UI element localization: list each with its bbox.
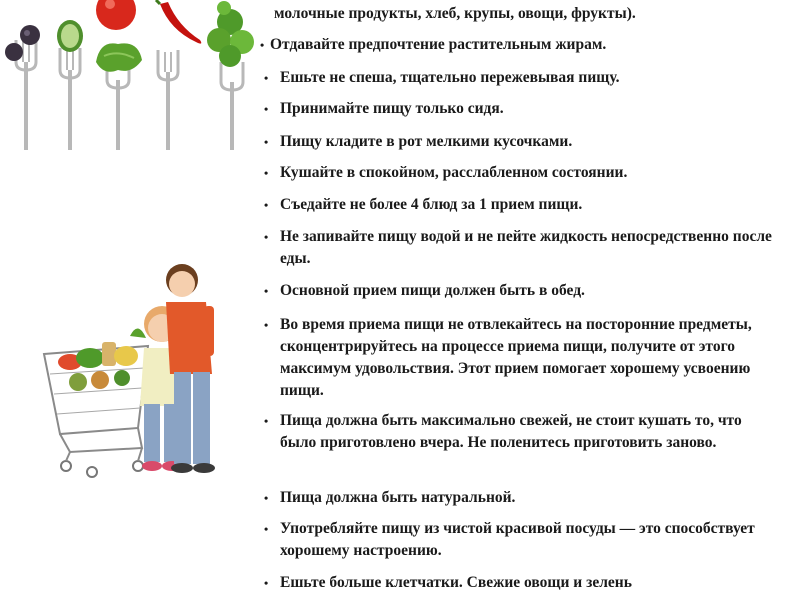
bullet-icon: •	[260, 38, 265, 52]
lettuce-leaf	[96, 43, 142, 71]
fork-greens	[207, 1, 254, 150]
bullet-icon: •	[264, 576, 269, 590]
rule-item	[258, 518, 773, 562]
rule-text: Во время приема пищи не отвлекайтесь на посторонние предметы, сконцентрируйтесь на процессе приема пищи, получите от этого максимум удовольствия. Этот прием помогает хорошему усвоению пищи.	[280, 316, 752, 399]
rule-text: Не запивайте пищу водой и не пейте жидкость непосредственно после еды.	[280, 228, 772, 267]
rule-item	[258, 226, 773, 270]
groceries	[58, 328, 146, 391]
bullet-icon: •	[264, 102, 269, 116]
rule-text: Отдавайте предпочтение растительным жирам.	[270, 36, 607, 53]
boy-face	[169, 271, 195, 297]
bullet-icon: •	[264, 318, 269, 332]
children-with-shopping-cart-illustration	[30, 250, 230, 490]
bullet-icon: •	[264, 491, 269, 505]
fork-handle	[24, 62, 28, 150]
rule-text: Кушайте в спокойном, расслабленном состоянии.	[280, 164, 628, 181]
forks-with-vegetables-illustration	[0, 0, 260, 160]
bullet-icon: •	[264, 522, 269, 536]
fork-grapes	[5, 25, 40, 150]
chili-pepper	[160, 2, 201, 44]
rule-text: Ешьте не спеша, тщательно пережевывая пищу.	[280, 69, 620, 86]
cart-wheel	[133, 461, 143, 471]
bullet-icon: •	[264, 198, 269, 212]
rule-item	[258, 98, 773, 120]
grape	[20, 25, 40, 45]
rule-text: Основной прием пищи должен быть в обед.	[280, 282, 585, 299]
fork-handle	[68, 70, 72, 150]
fork-pepper	[156, 0, 201, 150]
rule-text: Съедайте не более 4 блюд за 1 прием пищи.	[280, 196, 583, 213]
rule-text: Употребляйте пищу из чистой красивой посуды — это способствует хорошему настроению.	[280, 520, 755, 559]
bullet-icon: •	[264, 135, 269, 149]
rule-item	[258, 131, 773, 153]
fork-handle	[166, 72, 170, 150]
bullet-icon: •	[264, 166, 269, 180]
bullet-icon: •	[264, 414, 269, 428]
rule-item	[258, 162, 773, 184]
rule-item	[258, 194, 773, 216]
rule-item	[258, 280, 773, 302]
grape	[5, 43, 23, 61]
rule-item	[258, 67, 773, 89]
cart-wheel	[87, 467, 97, 477]
rule-item	[258, 572, 773, 594]
rule-text: Пища должна быть максимально свежей, не стоит кушать то, что было приготовлено вчера. Не поленитесь приготовить заново.	[280, 412, 742, 451]
rule-text: Ешьте больше клетчатки. Свежие овощи и зелень	[280, 574, 632, 591]
rule-text: Пища должна быть натуральной.	[280, 489, 516, 506]
bullet-icon: •	[264, 230, 269, 244]
bullet-icon: •	[264, 284, 269, 298]
rule-item	[258, 314, 773, 402]
bullet-icon: •	[264, 71, 269, 85]
tomato	[96, 0, 136, 30]
fork-handle	[116, 80, 120, 150]
fork-cucumber	[57, 20, 83, 150]
rule-item	[258, 34, 773, 56]
fork-handle	[230, 82, 234, 150]
girl-jeans	[144, 404, 160, 462]
rule-item	[258, 487, 773, 509]
cart-wheel	[61, 461, 71, 471]
rule-text: Пищу кладите в рот мелкими кусочками.	[280, 133, 573, 150]
rule-text: Принимайте пищу только сидя.	[280, 100, 504, 117]
rule-item	[258, 410, 773, 454]
intro-line: молочные продукты, хлеб, крупы, овощи, фрукты).	[274, 5, 636, 22]
boy-jeans	[174, 372, 191, 464]
fork-tomato	[96, 0, 142, 150]
